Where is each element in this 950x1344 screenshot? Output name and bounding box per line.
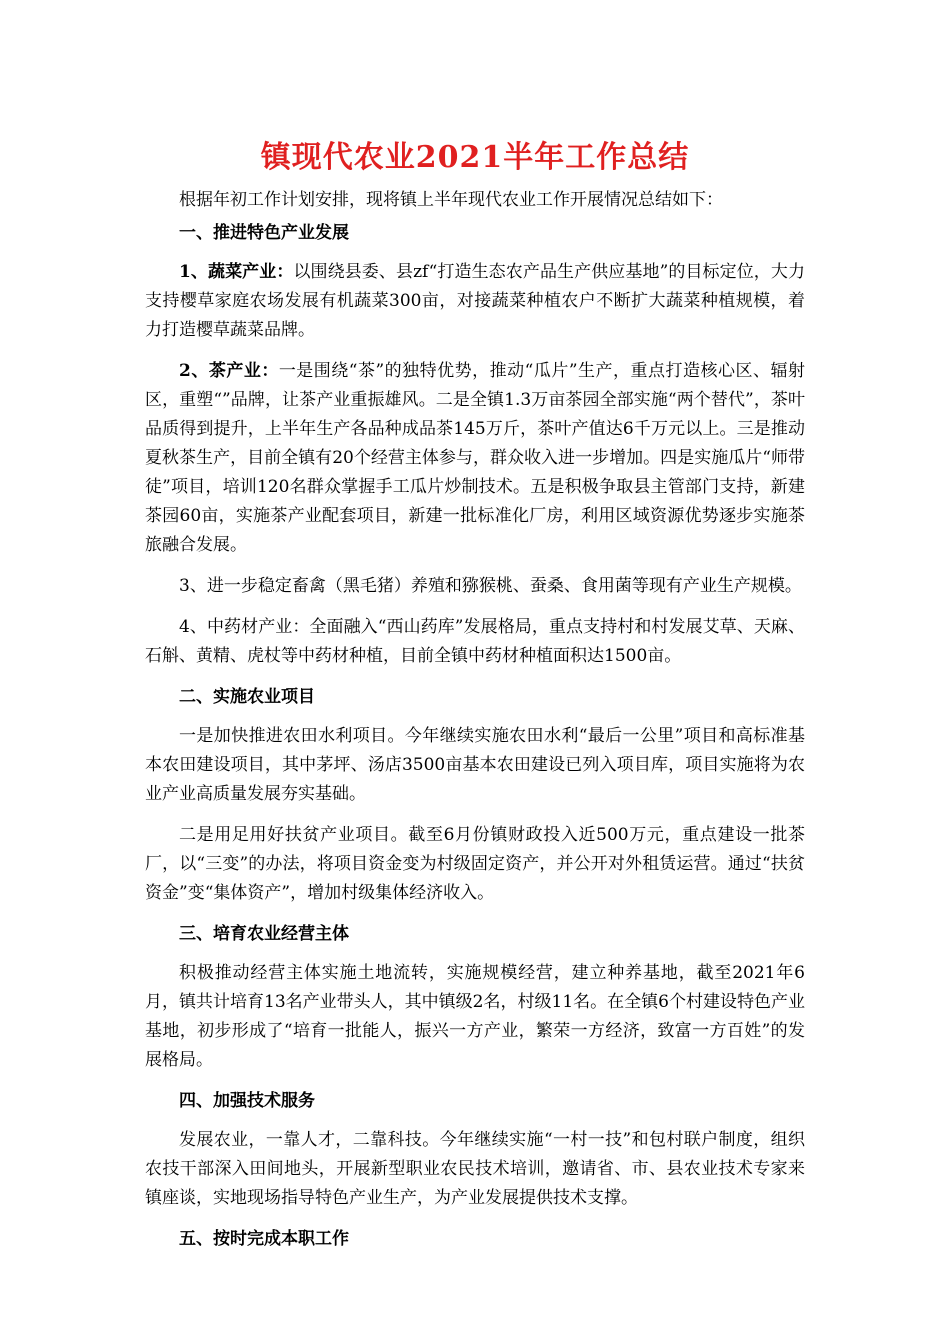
section-heading-3: 三、培育农业经营主体 [179, 924, 349, 944]
document-title: 镇现代农业2021半年工作总结 [260, 140, 690, 175]
section-heading-1: 一、推进特色产业发展 [179, 223, 349, 243]
section-heading-2: 二、实施农业项目 [179, 687, 315, 707]
paragraph-poverty-project: 二是用足用好扶贫产业项目。截至6月份镇财政投入近500万元，重点建设一批茶厂，以“三变”的办法，将项目资金变为村级固定资产，并公开对外租赁运营。通过“扶贫资金”变“集体资产”，增加村级集体经济收入。 [145, 825, 805, 903]
document-body [145, 136, 805, 1264]
paragraph-livestock: 3、进一步稳定畜禽（黑毛猪）养殖和猕猴桃、蚕桑、食用菌等现有产业生产规模。 [179, 576, 802, 596]
paragraph-herbal-medicine: 4、中药材产业：全面融入“西山药库”发展格局，重点支持村和村发展艾草、天麻、石斛、黄精、虎杖等中药材种植，目前全镇中药材种植面积达1500亩。 [145, 617, 805, 666]
section-heading-4: 四、加强技术服务 [179, 1091, 315, 1111]
paragraph-technical-service: 发展农业，一靠人才，二靠科技。今年继续实施“一村一技”和包村联户制度，组织农技干部深入田间地头，开展新型职业农民技术培训，邀请省、市、县农业技术专家来镇座谈，实地现场指导特色产业生产，为产业发展提供技术支撑。 [145, 1130, 805, 1208]
paragraph-lead: 2、茶产业： [179, 361, 279, 381]
paragraph-text: 一是围绕“茶”的独特优势，推动“瓜片”生产，重点打造核心区、辐射区，重塑“”品牌，让茶产业重振雄风。二是全镇1.3万亩茶园全部实施“两个替代”，茶叶品质得到提升，上半年生产各品种成品茶145万斤，茶叶产值达6千万元以上。三是推动夏秋茶生产，目前全镇有20个经营主体参与，群众收入进一步增加。四是实施瓜片“师带徒”项目，培训120名群众掌握手工瓜片炒制技术。五是积极争取县主管部门支持，新建茶园60亩，实施茶产业配套项目，新建一批标准化厂房，利用区域资源优势逐步实施茶旅融合发展。 [145, 361, 805, 555]
paragraph-tea-industry [145, 357, 805, 560]
intro-paragraph: 根据年初工作计划安排，现将镇上半年现代农业工作开展情况总结如下： [179, 190, 723, 210]
paragraph-text: 以围绕县委、县zf“打造生态农产品生产供应基地”的目标定位，大力支持樱草家庭农场发展有机蔬菜300亩，对接蔬菜种植农户不断扩大蔬菜种植规模，着力打造樱草蔬菜品牌。 [145, 262, 805, 340]
paragraph-business-entities: 积极推动经营主体实施土地流转，实施规模经营，建立种养基地，截至2021年6月，镇共计培育13名产业带头人，其中镇级2名，村级11名。在全镇6个村建设特色产业基地，初步形成了“培育一批能人，振兴一方产业，繁荣一方经济，致富一方百姓”的发展格局。 [145, 963, 805, 1070]
paragraph-vegetable-industry [145, 258, 805, 345]
paragraph-lead: 1、蔬菜产业： [179, 262, 294, 282]
paragraph-irrigation-project: 一是加快推进农田水利项目。今年继续实施农田水利“最后一公里”项目和高标准基本农田建设项目，其中茅坪、汤店3500亩基本农田建设已列入项目库，项目实施将为农业产业高质量发展夯实基础。 [145, 726, 805, 804]
section-heading-5: 五、按时完成本职工作 [179, 1229, 349, 1249]
